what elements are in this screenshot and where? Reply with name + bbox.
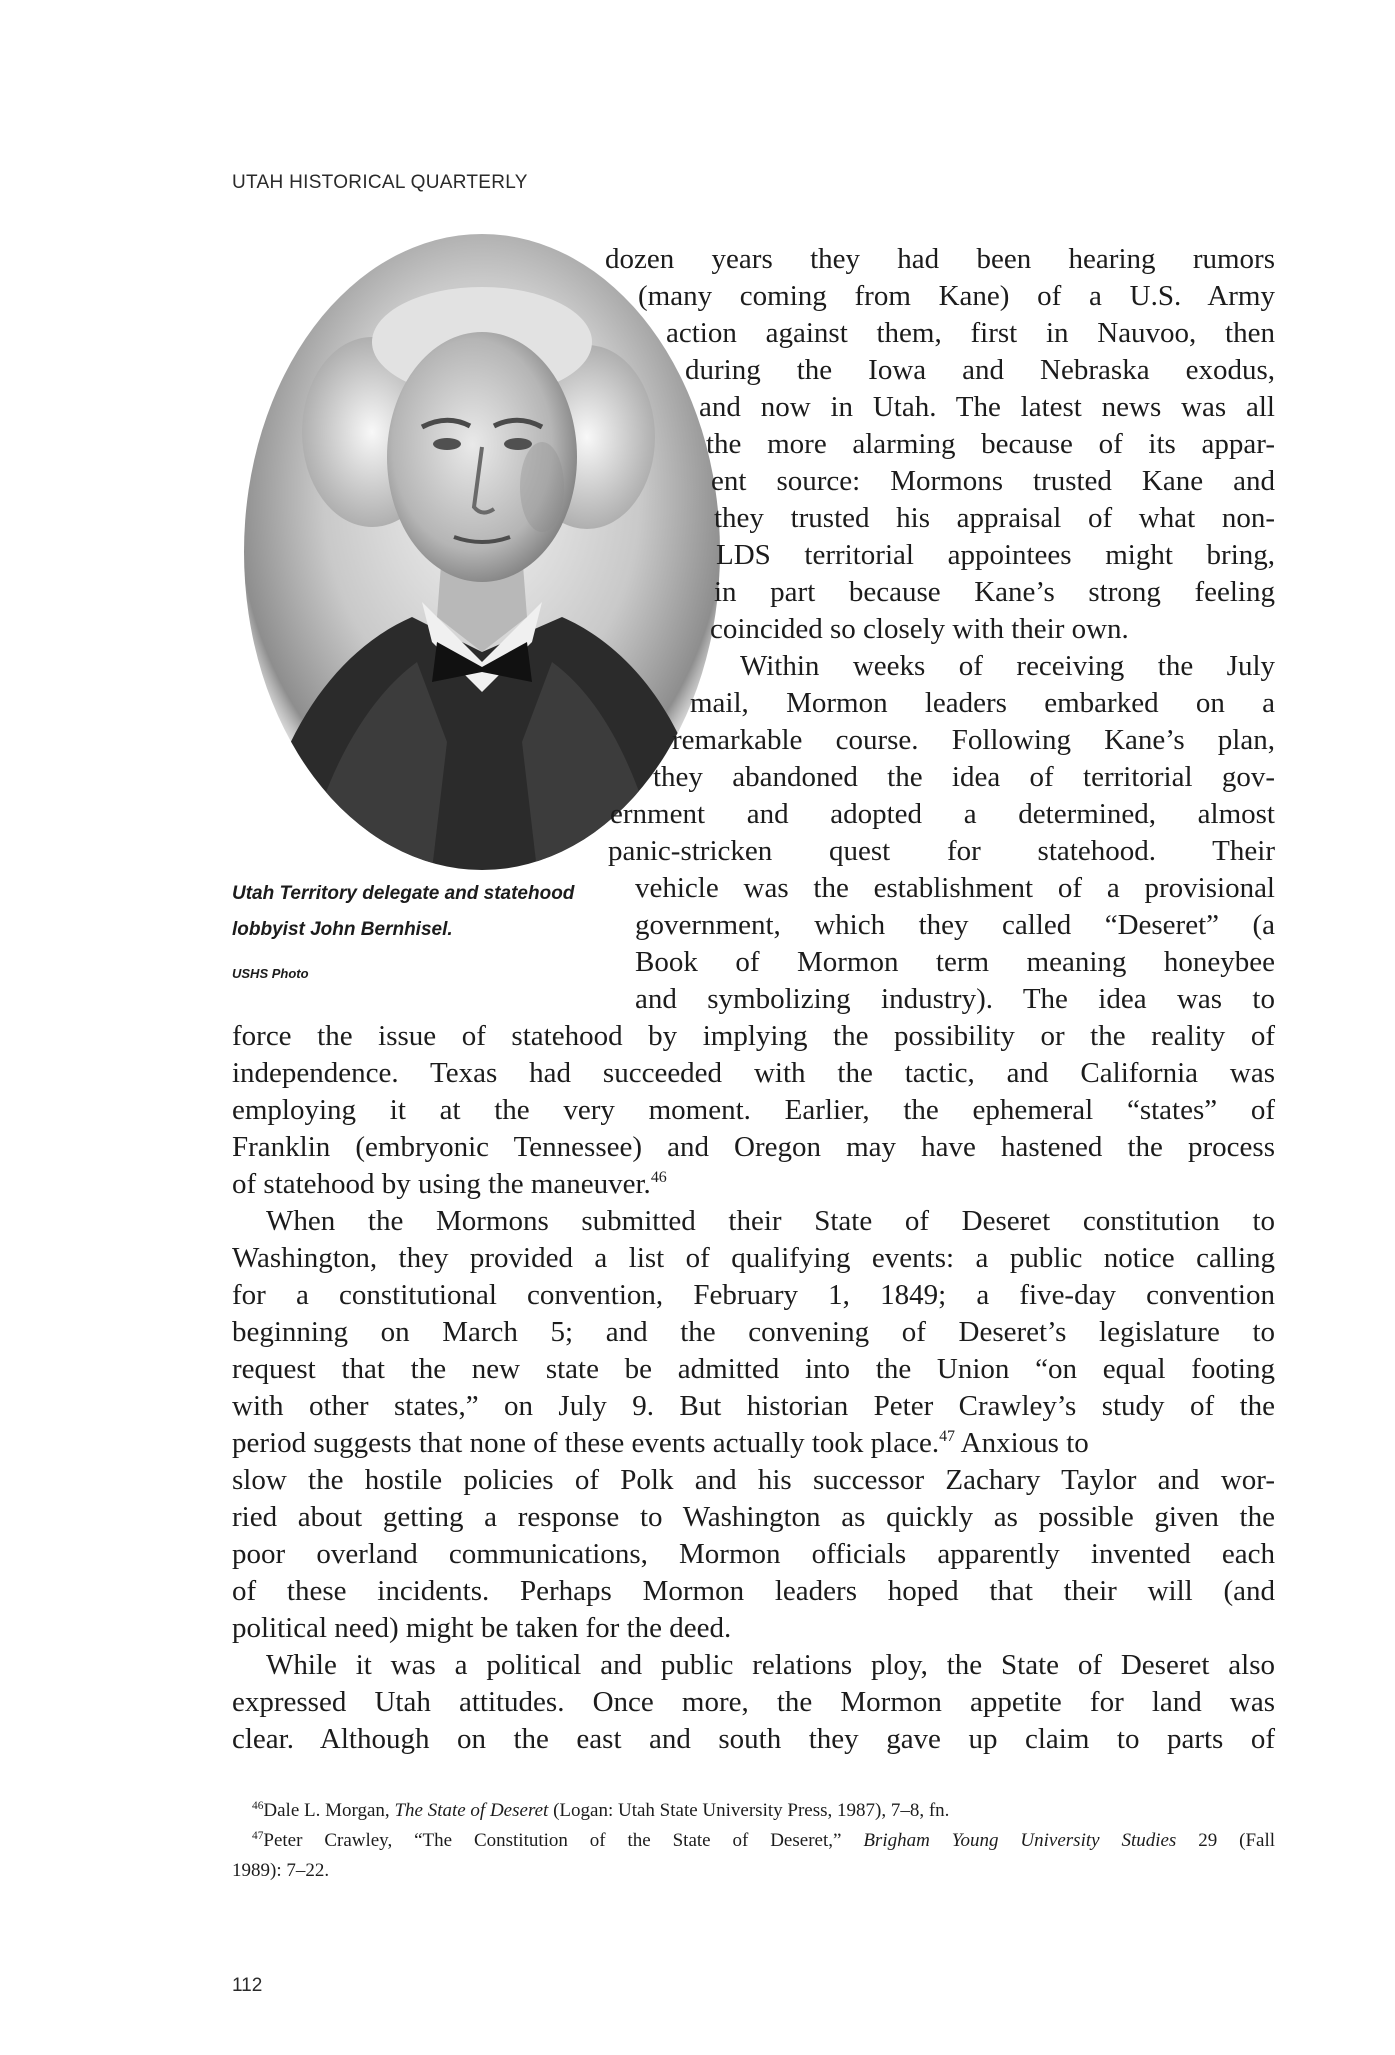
body-line-26: of statehood by using the maneuver.$^{46}$ xyxy=(232,1168,667,1200)
figure-credit: USHS Photo xyxy=(232,966,309,981)
body-line-5: and now in Utah. The latest news was all xyxy=(699,391,1275,423)
body-line-30: beginning on March 5; and the convening of Deseret’s legislature to xyxy=(232,1316,1275,1348)
body-line-34: slow the hostile policies of Polk and his successor Zachary Taylor and wor- xyxy=(232,1464,1275,1496)
body-line-23: independence. Texas had succeeded with the tactic, and California was xyxy=(232,1057,1275,1089)
body-line-18: vehicle was the establishment of a provisional xyxy=(635,872,1275,904)
body-line-14: remarkable course. Following Kane’s plan, xyxy=(672,724,1275,756)
body-line-28: Washington, they provided a list of qualifying events: a public notice calling xyxy=(232,1242,1275,1274)
body-line-3: action against them, first in Nauvoo, then xyxy=(666,317,1275,349)
body-line-19: government, which they called “Deseret” (a xyxy=(635,909,1275,941)
body-line-15: they abandoned the idea of territorial gov- xyxy=(653,761,1275,793)
body-line-32: with other states,” on July 9. But historian Peter Crawley’s study of the xyxy=(232,1390,1275,1422)
figure-caption: Utah Territory delegate and statehood lobbyist John Bernhisel. xyxy=(232,883,575,940)
body-line-22: force the issue of statehood by implying the possibility or the reality of xyxy=(232,1020,1275,1052)
body-line-13: mail, Mormon leaders embarked on a xyxy=(690,687,1275,719)
body-line-2: (many coming from Kane) of a U.S. Army xyxy=(638,280,1275,312)
body-line-20: Book of Mormon term meaning honeybee xyxy=(635,946,1275,978)
body-line-8: they trusted his appraisal of what non- xyxy=(714,502,1275,534)
footnote-47: $^{47}$Peter Crawley, “The Constitution of the State of Deseret,” Brigham Young University Studies 29 (Fall xyxy=(252,1830,1276,1851)
body-line-38: political need) might be taken for the deed. xyxy=(232,1612,732,1644)
body-line-29: for a constitutional convention, February 1, 1849; a five-day convention xyxy=(232,1279,1275,1311)
body-line-35: ried about getting a response to Washington as quickly as possible given the xyxy=(232,1501,1275,1533)
body-line-7: ent source: Mormons trusted Kane and xyxy=(711,465,1275,497)
body-line-33: period suggests that none of these events actually took place.$^{47}$ Anxious to xyxy=(232,1427,1089,1459)
body-line-17: panic-stricken quest for statehood. Their xyxy=(608,835,1275,867)
footnote-ref-46: 46 xyxy=(650,1168,667,1186)
running-head: UTAH HISTORICAL QUARTERLY xyxy=(232,172,528,193)
body-line-1: dozen years they had been hearing rumors xyxy=(605,243,1275,275)
footnote-47-continuation: 1989): 7–22. xyxy=(232,1860,330,1881)
footnote-46: $^{46}$Dale L. Morgan, The State of Deseret (Logan: Utah State University Press, 1987), 7–8, fn. xyxy=(252,1800,950,1821)
body-line-10: in part because Kane’s strong feeling xyxy=(714,576,1275,608)
body-line-37: of these incidents. Perhaps Mormon leaders hoped that their will (and xyxy=(232,1575,1275,1607)
body-line-31: request that the new state be admitted into the Union “on equal footing xyxy=(232,1353,1275,1385)
body-line-41: clear. Although on the east and south they gave up claim to parts of xyxy=(232,1723,1275,1755)
portrait-image xyxy=(242,222,722,870)
footnote-ref-47: 47 xyxy=(939,1427,956,1445)
body-line-9: LDS territorial appointees might bring, xyxy=(716,539,1275,571)
body-line-25: Franklin (embryonic Tennessee) and Oregon may have hastened the process xyxy=(232,1131,1275,1163)
body-line-24: employing it at the very moment. Earlier, the ephemeral “states” of xyxy=(232,1094,1275,1126)
body-line-39: While it was a political and public relations ploy, the State of Deseret also xyxy=(266,1649,1275,1681)
body-line-6: the more alarming because of its appar- xyxy=(706,428,1275,460)
body-line-16: ernment and adopted a determined, almost xyxy=(610,798,1275,830)
body-line-21: and symbolizing industry). The idea was to xyxy=(635,983,1275,1015)
page-number: 112 xyxy=(232,1975,263,1996)
body-line-12: Within weeks of receiving the July xyxy=(740,650,1275,682)
body-line-27: When the Mormons submitted their State of Deseret constitution to xyxy=(266,1205,1275,1237)
body-line-40: expressed Utah attitudes. Once more, the Mormon appetite for land was xyxy=(232,1686,1275,1718)
body-line-36: poor overland communications, Mormon officials apparently invented each xyxy=(232,1538,1275,1570)
body-line-4: during the Iowa and Nebraska exodus, xyxy=(685,354,1275,386)
body-line-11: coincided so closely with their own. xyxy=(710,613,1129,645)
